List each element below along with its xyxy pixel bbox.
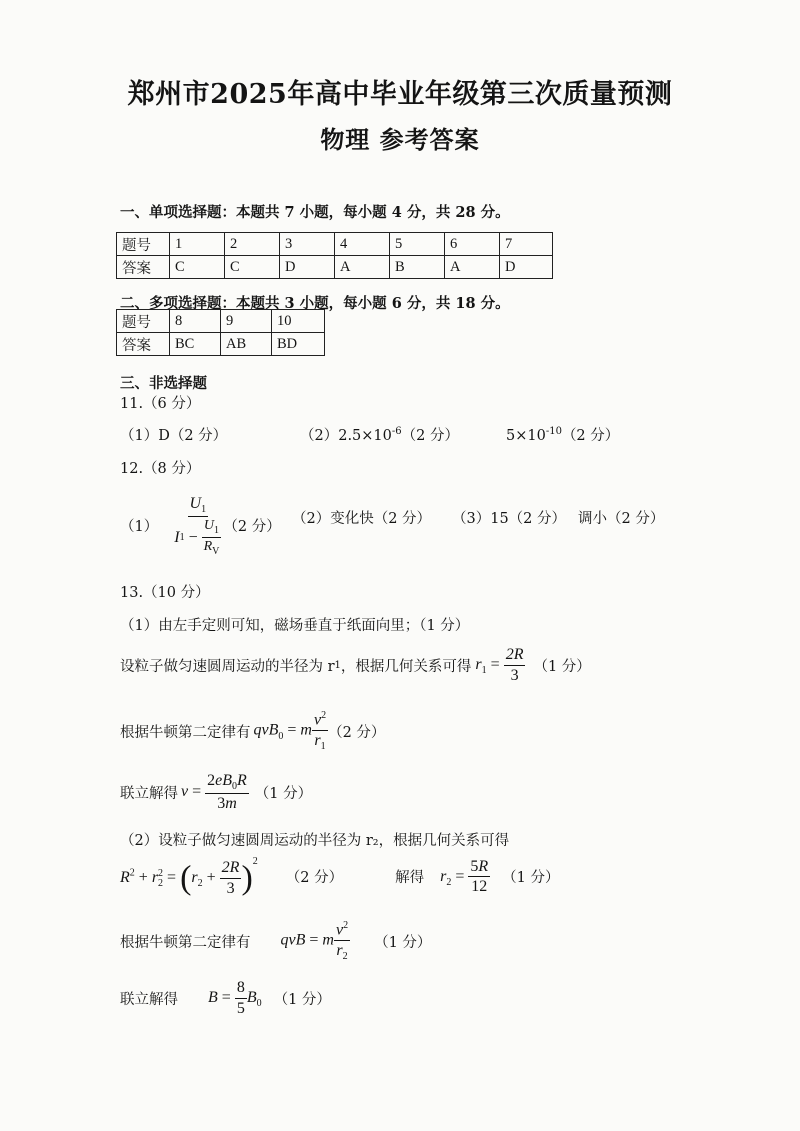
q13-line8-score: （1 分）: [273, 991, 331, 1008]
q13-eq-v: v = $\frac{2eB_0R}{3m}$: [181, 772, 247, 813]
q12-part2: （2）变化快（2 分）: [292, 511, 432, 527]
table-cell: 2: [225, 233, 280, 256]
q13-line6: [120, 856, 560, 897]
section2-heading: 二、多项选择题：本题共 3 小题，每小题 6 分，共 18 分。: [120, 295, 510, 312]
single-choice-table: [116, 232, 553, 279]
page-subtitle: 物理 参考答案: [320, 125, 480, 154]
table-row: [117, 233, 553, 256]
table-cell: 题号: [117, 310, 170, 333]
table-cell: A: [445, 256, 500, 279]
table-cell: C: [170, 256, 225, 279]
table-cell: A: [335, 256, 390, 279]
section1-heading: 一、单项选择题：本题共 7 小题，每小题 4 分，共 28 分。: [120, 204, 510, 221]
q13-line8: [120, 979, 331, 1017]
table-cell: 7: [500, 233, 553, 256]
q12-part1-prefix: （1）: [120, 519, 159, 536]
q13-line2-text: 设粒子做匀速圆周运动的半径为 r: [120, 658, 335, 675]
table-row: [117, 310, 325, 333]
q13-line4-text: 联立解得: [120, 785, 178, 802]
table-cell: D: [500, 256, 553, 279]
q12-part4: 调小（2 分）: [578, 511, 665, 527]
table-cell: B: [390, 256, 445, 279]
q13-line5: （2）设粒子做匀速圆周运动的半径为 r₂，根据几何关系可得: [120, 833, 510, 849]
q12-part1-score: （2 分）: [223, 519, 281, 536]
q13-eq-geometry: $R^2 + r_2^2 = (r_2$ + $\frac{2R}{3}$ )$^2$: [120, 856, 258, 897]
q13-line6-solve: 解得: [395, 870, 425, 887]
section3-heading: 三、非选择题: [120, 375, 207, 392]
q12-formula: $U_1$ I 1 − $\frac{U_1}{R_V}$: [174, 495, 220, 557]
q13-line7-score: （1 分）: [374, 934, 432, 951]
q13-label: 13.（10 分）: [120, 585, 210, 601]
table-cell: 题号: [117, 233, 170, 256]
q13-eq-newton1: qvB$_0$ = m $\frac{v^2}{r_1}$: [253, 710, 327, 753]
q12-label: 12.（8 分）: [120, 461, 201, 477]
table-cell: 3: [280, 233, 335, 256]
q11-part2: [300, 424, 459, 445]
table-cell: 10: [272, 310, 325, 333]
table-cell: 答案: [117, 256, 170, 279]
q11-part2-exp: -6: [391, 426, 402, 438]
q13-line1: （1）由左手定则可知，磁场垂直于纸面向里；（1 分）: [120, 618, 470, 634]
q13-line6-score2: （1 分）: [502, 870, 560, 887]
q13-line6-score: （2 分）: [285, 870, 344, 887]
table-cell: 5: [390, 233, 445, 256]
q13-line7-text: 根据牛顿第二定律有: [120, 934, 251, 951]
q11-part1: （1）D（2 分）: [120, 428, 228, 444]
q13-line4: [120, 772, 312, 813]
q13-line3-score: （2 分）: [328, 724, 386, 741]
q13-line8-text: 联立解得: [120, 991, 178, 1008]
q12-part1: [120, 495, 281, 557]
table-cell: 4: [335, 233, 390, 256]
q13-line7: [120, 920, 431, 962]
q13-line4-score: （1 分）: [254, 785, 313, 802]
table-cell: 1: [170, 233, 225, 256]
table-row: [117, 256, 553, 279]
q11-part2-base: （2）2.5×10: [300, 428, 392, 444]
table-row: [117, 333, 325, 356]
q13-line3-text: 根据牛顿第二定律有: [120, 724, 251, 741]
q13-line2-sub: 1: [334, 659, 341, 671]
q13-line2-score: （1 分）: [533, 658, 591, 675]
q13-line2-text2: ，根据几何关系可得: [340, 658, 472, 675]
q11-part2-score: （2 分）: [401, 428, 459, 444]
table-cell: BD: [272, 333, 325, 356]
q11-part3: [506, 424, 619, 445]
q11-part3-score: （2 分）: [561, 428, 620, 444]
q12-part3: （3）15（2 分）: [452, 511, 567, 527]
q13-line2: [120, 646, 591, 684]
q13-line3: [120, 710, 385, 752]
table-cell: 6: [445, 233, 500, 256]
table-cell: D: [280, 256, 335, 279]
q11-part3-exp: -10: [545, 426, 562, 438]
q11-part3-base: 5×10: [506, 428, 546, 444]
q13-eq-B: B = $\frac{8}{5}$ $B_0$: [208, 979, 262, 1017]
table-cell: 8: [170, 310, 221, 333]
q13-eq-r1: $r_1$ = $\frac{2R}{3}$: [475, 646, 524, 684]
table-cell: AB: [221, 333, 272, 356]
q11-label: 11.（6 分）: [120, 396, 201, 412]
q13-eq-r2: $r_2$ = $\frac{5R}{12}$: [440, 857, 489, 896]
table-cell: C: [225, 256, 280, 279]
table-cell: 答案: [117, 333, 170, 356]
table-cell: BC: [170, 333, 221, 356]
q13-eq-newton2: qvB = m $\frac{v^2}{r_2}$: [280, 920, 349, 963]
page-title: 郑州市2025年高中毕业年级第三次质量预测: [127, 79, 673, 110]
table-cell: 9: [221, 310, 272, 333]
multi-choice-table: [116, 309, 325, 356]
